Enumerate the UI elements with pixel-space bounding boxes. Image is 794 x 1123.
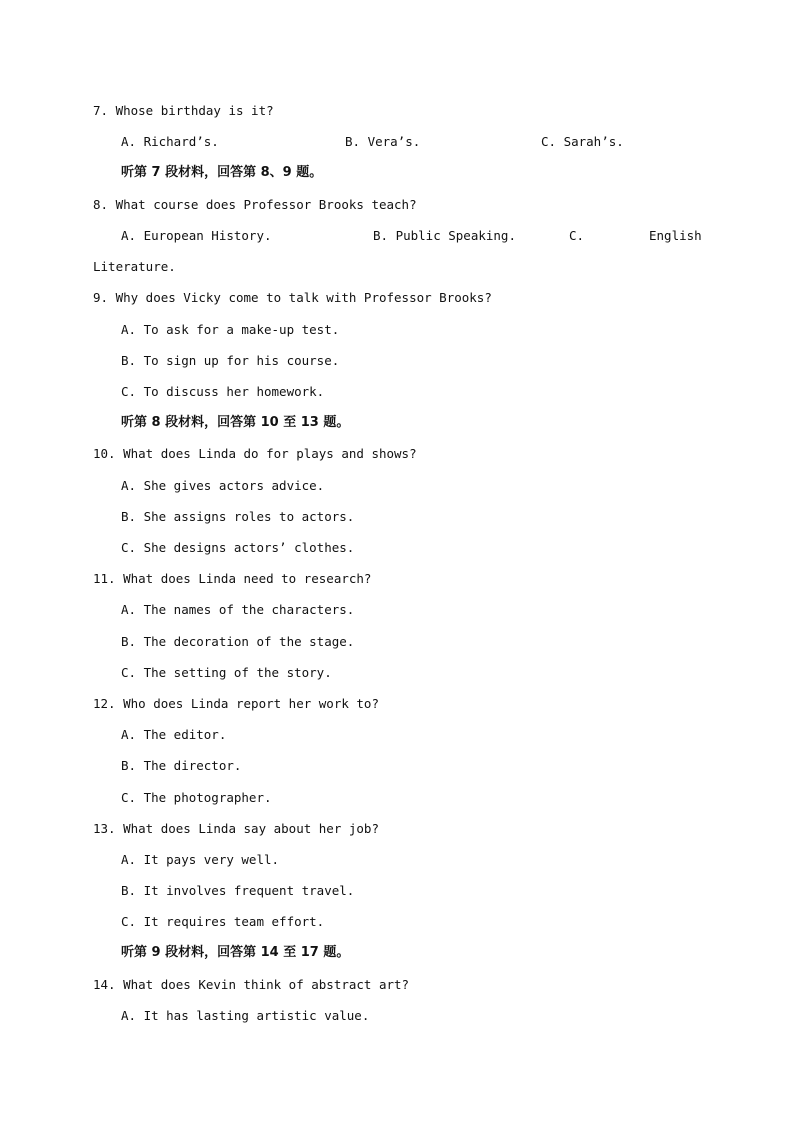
option-8c-letter: C. <box>569 228 585 243</box>
option-10c: C. She designs actors’ clothes. <box>121 540 355 555</box>
option-9b: B. To sign up for his course. <box>121 353 340 368</box>
option-9a: A. To ask for a make-up test. <box>121 322 340 337</box>
option-13a: A. It pays very well. <box>121 852 280 867</box>
option-11b: B. The decoration of the stage. <box>121 634 355 649</box>
option-9c: C. To discuss her homework. <box>121 384 325 399</box>
option-13c: C. It requires team effort. <box>121 914 325 929</box>
option-10b: B. She assigns roles to actors. <box>121 509 355 524</box>
question-8: 8. What course does Professor Brooks teach? <box>93 197 417 212</box>
section-heading-9: 听第 9 段材料，回答第 14 至 17 题。 <box>121 945 350 960</box>
option-12b: B. The director. <box>121 758 242 773</box>
option-8b: B. Public Speaking. <box>373 228 516 243</box>
section-heading-7: 听第 7 段材料，回答第 8、9 题。 <box>121 165 323 180</box>
question-14: 14. What does Kevin think of abstract art? <box>93 977 410 992</box>
option-11a: A. The names of the characters. <box>121 602 355 617</box>
option-14a: A. It has lasting artistic value. <box>121 1008 370 1023</box>
question-7: 7. Whose birthday is it? <box>93 103 274 118</box>
option-7b: B. Vera’s. <box>345 134 421 149</box>
question-11: 11. What does Linda need to research? <box>93 571 372 586</box>
option-13b: B. It involves frequent travel. <box>121 883 355 898</box>
option-11c: C. The setting of the story. <box>121 665 332 680</box>
question-12: 12. Who does Linda report her work to? <box>93 696 379 711</box>
question-13: 13. What does Linda say about her job? <box>93 821 379 836</box>
option-10a: A. She gives actors advice. <box>121 478 325 493</box>
question-10: 10. What does Linda do for plays and shows? <box>93 446 417 461</box>
option-12c: C. The photographer. <box>121 790 272 805</box>
question-9: 9. Why does Vicky come to talk with Professor Brooks? <box>93 290 492 305</box>
option-8c-text: English <box>649 228 702 243</box>
section-heading-8: 听第 8 段材料，回答第 10 至 13 题。 <box>121 415 350 430</box>
option-7a: A. Richard’s. <box>121 134 219 149</box>
option-12a: A. The editor. <box>121 727 227 742</box>
option-7c: C. Sarah’s. <box>541 134 624 149</box>
option-8a: A. European History. <box>121 228 272 243</box>
option-8c-continuation: Literature. <box>93 259 176 274</box>
